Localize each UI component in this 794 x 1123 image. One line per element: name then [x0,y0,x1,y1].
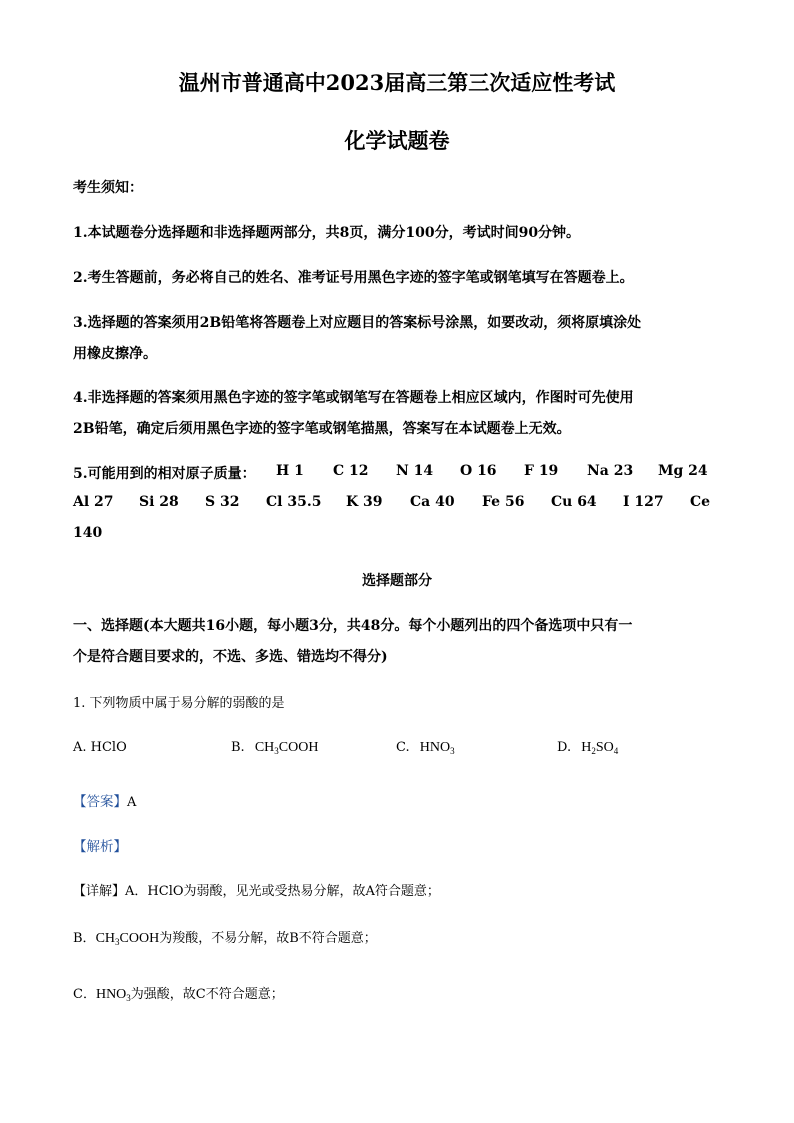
notice-item-4-line-1: 4.非选择题的答案须用黑色字迹的签字笔或钢笔写在答题卷上相应区域内，作图时可先使用 [73,390,634,406]
option-b-label: B. [231,740,245,755]
option-b [231,740,318,756]
exam-title: 温州市普通高中2023届高三第三次适应性考试 [178,70,616,95]
option-c-formula: $HNO_3$ [419,740,455,756]
detail-b-formula: $CH_3COOH$ [95,931,160,947]
atomic-mass-ce-value: 140 [73,525,103,541]
option-d-formula: $H_2SO_4$ [581,740,619,756]
option-d-label: D. [557,740,572,755]
part-instructions-line-2: 个是符合题目要求的，不选、多选、错选均不得分) [73,649,388,665]
notice-item-4-line-2: 2B铅笔，确定后须用黑色字迹的签字笔或钢笔描黑，答案写在本试题卷上无效。 [73,421,571,437]
atomic-mass-k: K 39 [346,494,383,510]
question-1-stem: 1. 下列物质中属于易分解的弱酸的是 [73,696,285,711]
detail-b-label: B． [73,931,96,946]
detail-c-label: C． [73,987,96,1002]
answer-line [73,790,136,810]
part-instructions-line-1: 一、选择题(本大题共16小题，每小题3分，共48分。每个小题列出的四个备选项中只有一 [73,618,633,634]
notice-item-3-line-2: 用橡皮擦净。 [73,346,157,362]
atomic-mass-fe: Fe 56 [482,494,525,510]
atomic-mass-o: O 16 [460,463,497,479]
detail-line-c [73,983,284,1003]
detail-a-text: A．HClO为弱酸，见光或受热易分解，故A符合题意； [125,884,440,899]
atomic-mass-f: F 19 [524,463,559,479]
option-d [557,740,618,756]
notice-item-3-line-1: 3.选择题的答案须用2B铅笔将答题卷上对应题目的答案标号涂黑，如要改动，须将原填涂处 [73,315,642,331]
atomic-mass-n: N 14 [396,463,434,479]
atomic-mass-si: Si 28 [139,494,179,510]
atomic-mass-ce: Ce [690,494,711,510]
detail-c-formula: $HNO_3$ [95,987,131,1003]
detail-b-text: 为羧酸，不易分解，故B不符合题意； [159,931,377,946]
atomic-mass-ca: Ca 40 [410,494,455,510]
atomic-mass-s: S 32 [205,494,240,510]
option-c-label: C. [396,740,410,755]
exam-subtitle: 化学试题卷 [344,128,450,153]
answer-tag: 【答案】 [73,794,127,810]
detail-tag: 【详解】 [73,884,126,899]
atomic-mass-al: Al 27 [73,494,114,510]
notice-heading: 考生须知： [73,180,143,196]
analysis-tag: 【解析】 [73,839,127,855]
atomic-mass-mg: Mg 24 [658,463,708,479]
option-b-formula: $CH_3COOH$ [254,740,319,756]
detail-line-b [73,927,377,947]
notice-item-2: 2.考生答题前，务必将自己的姓名、准考证号用黑色字迹的签字笔或钢笔填写在答题卷上。 [73,270,634,286]
answer-value: A [127,795,137,810]
atomic-mass-na: Na 23 [587,463,634,479]
detail-c-text: 为强酸，故C不符合题意； [130,987,284,1002]
notice-item-1: 1.本试题卷分选择题和非选择题两部分，共8页，满分100分，考试时间90分钟。 [73,225,581,241]
atomic-mass-cl: Cl 35.5 [266,494,322,510]
atomic-mass-cu: Cu 64 [551,494,597,510]
section-title: 选择题部分 [362,573,432,589]
detail-line-a [73,880,440,899]
atomic-mass-c: C 12 [333,463,369,479]
option-c [396,740,455,756]
atomic-mass-i: I 127 [623,494,664,510]
option-a: A. HClO [73,740,127,755]
notice-item-5-label: 5.可能用到的相对原子质量： [73,466,256,482]
atomic-mass-h: H 1 [276,463,304,479]
